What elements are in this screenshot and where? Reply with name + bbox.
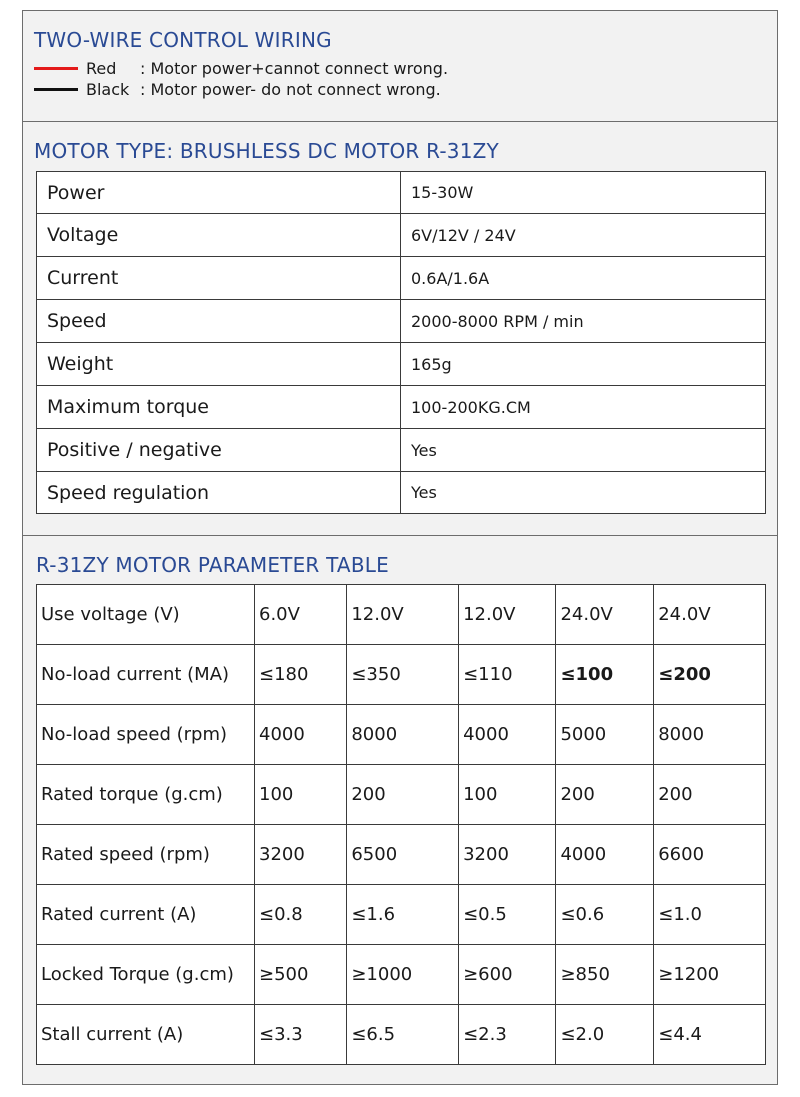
spec-row xyxy=(37,429,766,472)
parameter-value: 24.0V xyxy=(654,585,766,645)
parameter-value: ≤200 xyxy=(654,645,766,705)
parameter-value: ≤100 xyxy=(556,645,654,705)
parameter-row xyxy=(37,945,766,1005)
wiring-title: TWO-WIRE CONTROL WIRING xyxy=(34,28,332,52)
parameter-value: ≥1200 xyxy=(654,945,766,1005)
parameter-value: ≥1000 xyxy=(347,945,459,1005)
parameter-value: ≥850 xyxy=(556,945,654,1005)
spec-row xyxy=(37,472,766,514)
parameter-value: 24.0V xyxy=(556,585,654,645)
parameter-value: ≤3.3 xyxy=(255,1005,347,1065)
spec-value: 165g xyxy=(401,343,766,386)
spec-value: 6V/12V / 24V xyxy=(401,214,766,257)
spec-key: Speed regulation xyxy=(37,472,401,514)
parameter-value: 100 xyxy=(255,765,347,825)
parameter-value: 6600 xyxy=(654,825,766,885)
spec-key: Voltage xyxy=(37,214,401,257)
parameter-label: No-load current (MA) xyxy=(37,645,255,705)
parameter-label: Rated speed (rpm) xyxy=(37,825,255,885)
parameter-value: ≤2.3 xyxy=(459,1005,556,1065)
spec-value: 100-200KG.CM xyxy=(401,386,766,429)
spec-row xyxy=(37,172,766,214)
parameter-value: 6500 xyxy=(347,825,459,885)
parameter-value: 200 xyxy=(556,765,654,825)
parameter-row xyxy=(37,825,766,885)
parameter-row xyxy=(37,585,766,645)
parameter-row xyxy=(37,705,766,765)
parameter-value: ≤6.5 xyxy=(347,1005,459,1065)
parameter-row xyxy=(37,1005,766,1065)
parameter-value: ≤110 xyxy=(459,645,556,705)
spec-row xyxy=(37,257,766,300)
parameter-value: 12.0V xyxy=(347,585,459,645)
spec-key: Current xyxy=(37,257,401,300)
parameter-value: ≤1.0 xyxy=(654,885,766,945)
parameter-value: 5000 xyxy=(556,705,654,765)
motor-parameter-table xyxy=(36,584,766,1065)
parameter-value: 12.0V xyxy=(459,585,556,645)
parameter-value: 8000 xyxy=(654,705,766,765)
parameter-value: 200 xyxy=(654,765,766,825)
parameter-value: 200 xyxy=(347,765,459,825)
wire-description: : Motor power+cannot connect wrong. xyxy=(140,58,449,78)
parameter-value: 4000 xyxy=(255,705,347,765)
spec-value: 0.6A/1.6A xyxy=(401,257,766,300)
section-divider xyxy=(22,535,778,536)
wire-color-label: Black xyxy=(86,79,130,99)
section-divider xyxy=(22,121,778,122)
parameter-value: ≤2.0 xyxy=(556,1005,654,1065)
motor-type-title: MOTOR TYPE: BRUSHLESS DC MOTOR R-31ZY xyxy=(34,139,499,163)
wire-color-label: Red xyxy=(86,58,117,78)
motor-spec-table xyxy=(36,171,766,514)
parameter-row xyxy=(37,645,766,705)
parameter-row xyxy=(37,765,766,825)
parameter-value: 8000 xyxy=(347,705,459,765)
parameter-value: ≥500 xyxy=(255,945,347,1005)
spec-value: 15-30W xyxy=(401,172,766,214)
spec-value: 2000-8000 RPM / min xyxy=(401,300,766,343)
spec-key: Speed xyxy=(37,300,401,343)
red-wire-line xyxy=(34,67,78,70)
parameter-value: 3200 xyxy=(459,825,556,885)
parameter-label: Rated current (A) xyxy=(37,885,255,945)
wire-row-black xyxy=(34,79,441,99)
parameter-table-title: R-31ZY MOTOR PARAMETER TABLE xyxy=(36,553,389,577)
parameter-value: ≤0.8 xyxy=(255,885,347,945)
parameter-label: Stall current (A) xyxy=(37,1005,255,1065)
parameter-value: 100 xyxy=(459,765,556,825)
parameter-value: ≤0.6 xyxy=(556,885,654,945)
parameter-value: ≤1.6 xyxy=(347,885,459,945)
parameter-value: ≤4.4 xyxy=(654,1005,766,1065)
spec-row xyxy=(37,386,766,429)
parameter-label: Rated torque (g.cm) xyxy=(37,765,255,825)
spec-value: Yes xyxy=(401,429,766,472)
parameter-value: ≥600 xyxy=(459,945,556,1005)
parameter-value: ≤350 xyxy=(347,645,459,705)
black-wire-line xyxy=(34,88,78,91)
spec-row xyxy=(37,343,766,386)
parameter-value: 6.0V xyxy=(255,585,347,645)
spec-key: Positive / negative xyxy=(37,429,401,472)
parameter-value: 3200 xyxy=(255,825,347,885)
parameter-label: Locked Torque (g.cm) xyxy=(37,945,255,1005)
spec-row xyxy=(37,300,766,343)
parameter-value: 4000 xyxy=(556,825,654,885)
wire-row-red xyxy=(34,58,448,78)
spec-key: Power xyxy=(37,172,401,214)
parameter-label: No-load speed (rpm) xyxy=(37,705,255,765)
spec-value: Yes xyxy=(401,472,766,514)
parameter-value: ≤180 xyxy=(255,645,347,705)
parameter-value: ≤0.5 xyxy=(459,885,556,945)
wire-description: : Motor power- do not connect wrong. xyxy=(140,79,441,99)
spec-row xyxy=(37,214,766,257)
parameter-row xyxy=(37,885,766,945)
parameter-label: Use voltage (V) xyxy=(37,585,255,645)
spec-key: Maximum torque xyxy=(37,386,401,429)
spec-key: Weight xyxy=(37,343,401,386)
parameter-value: 4000 xyxy=(459,705,556,765)
